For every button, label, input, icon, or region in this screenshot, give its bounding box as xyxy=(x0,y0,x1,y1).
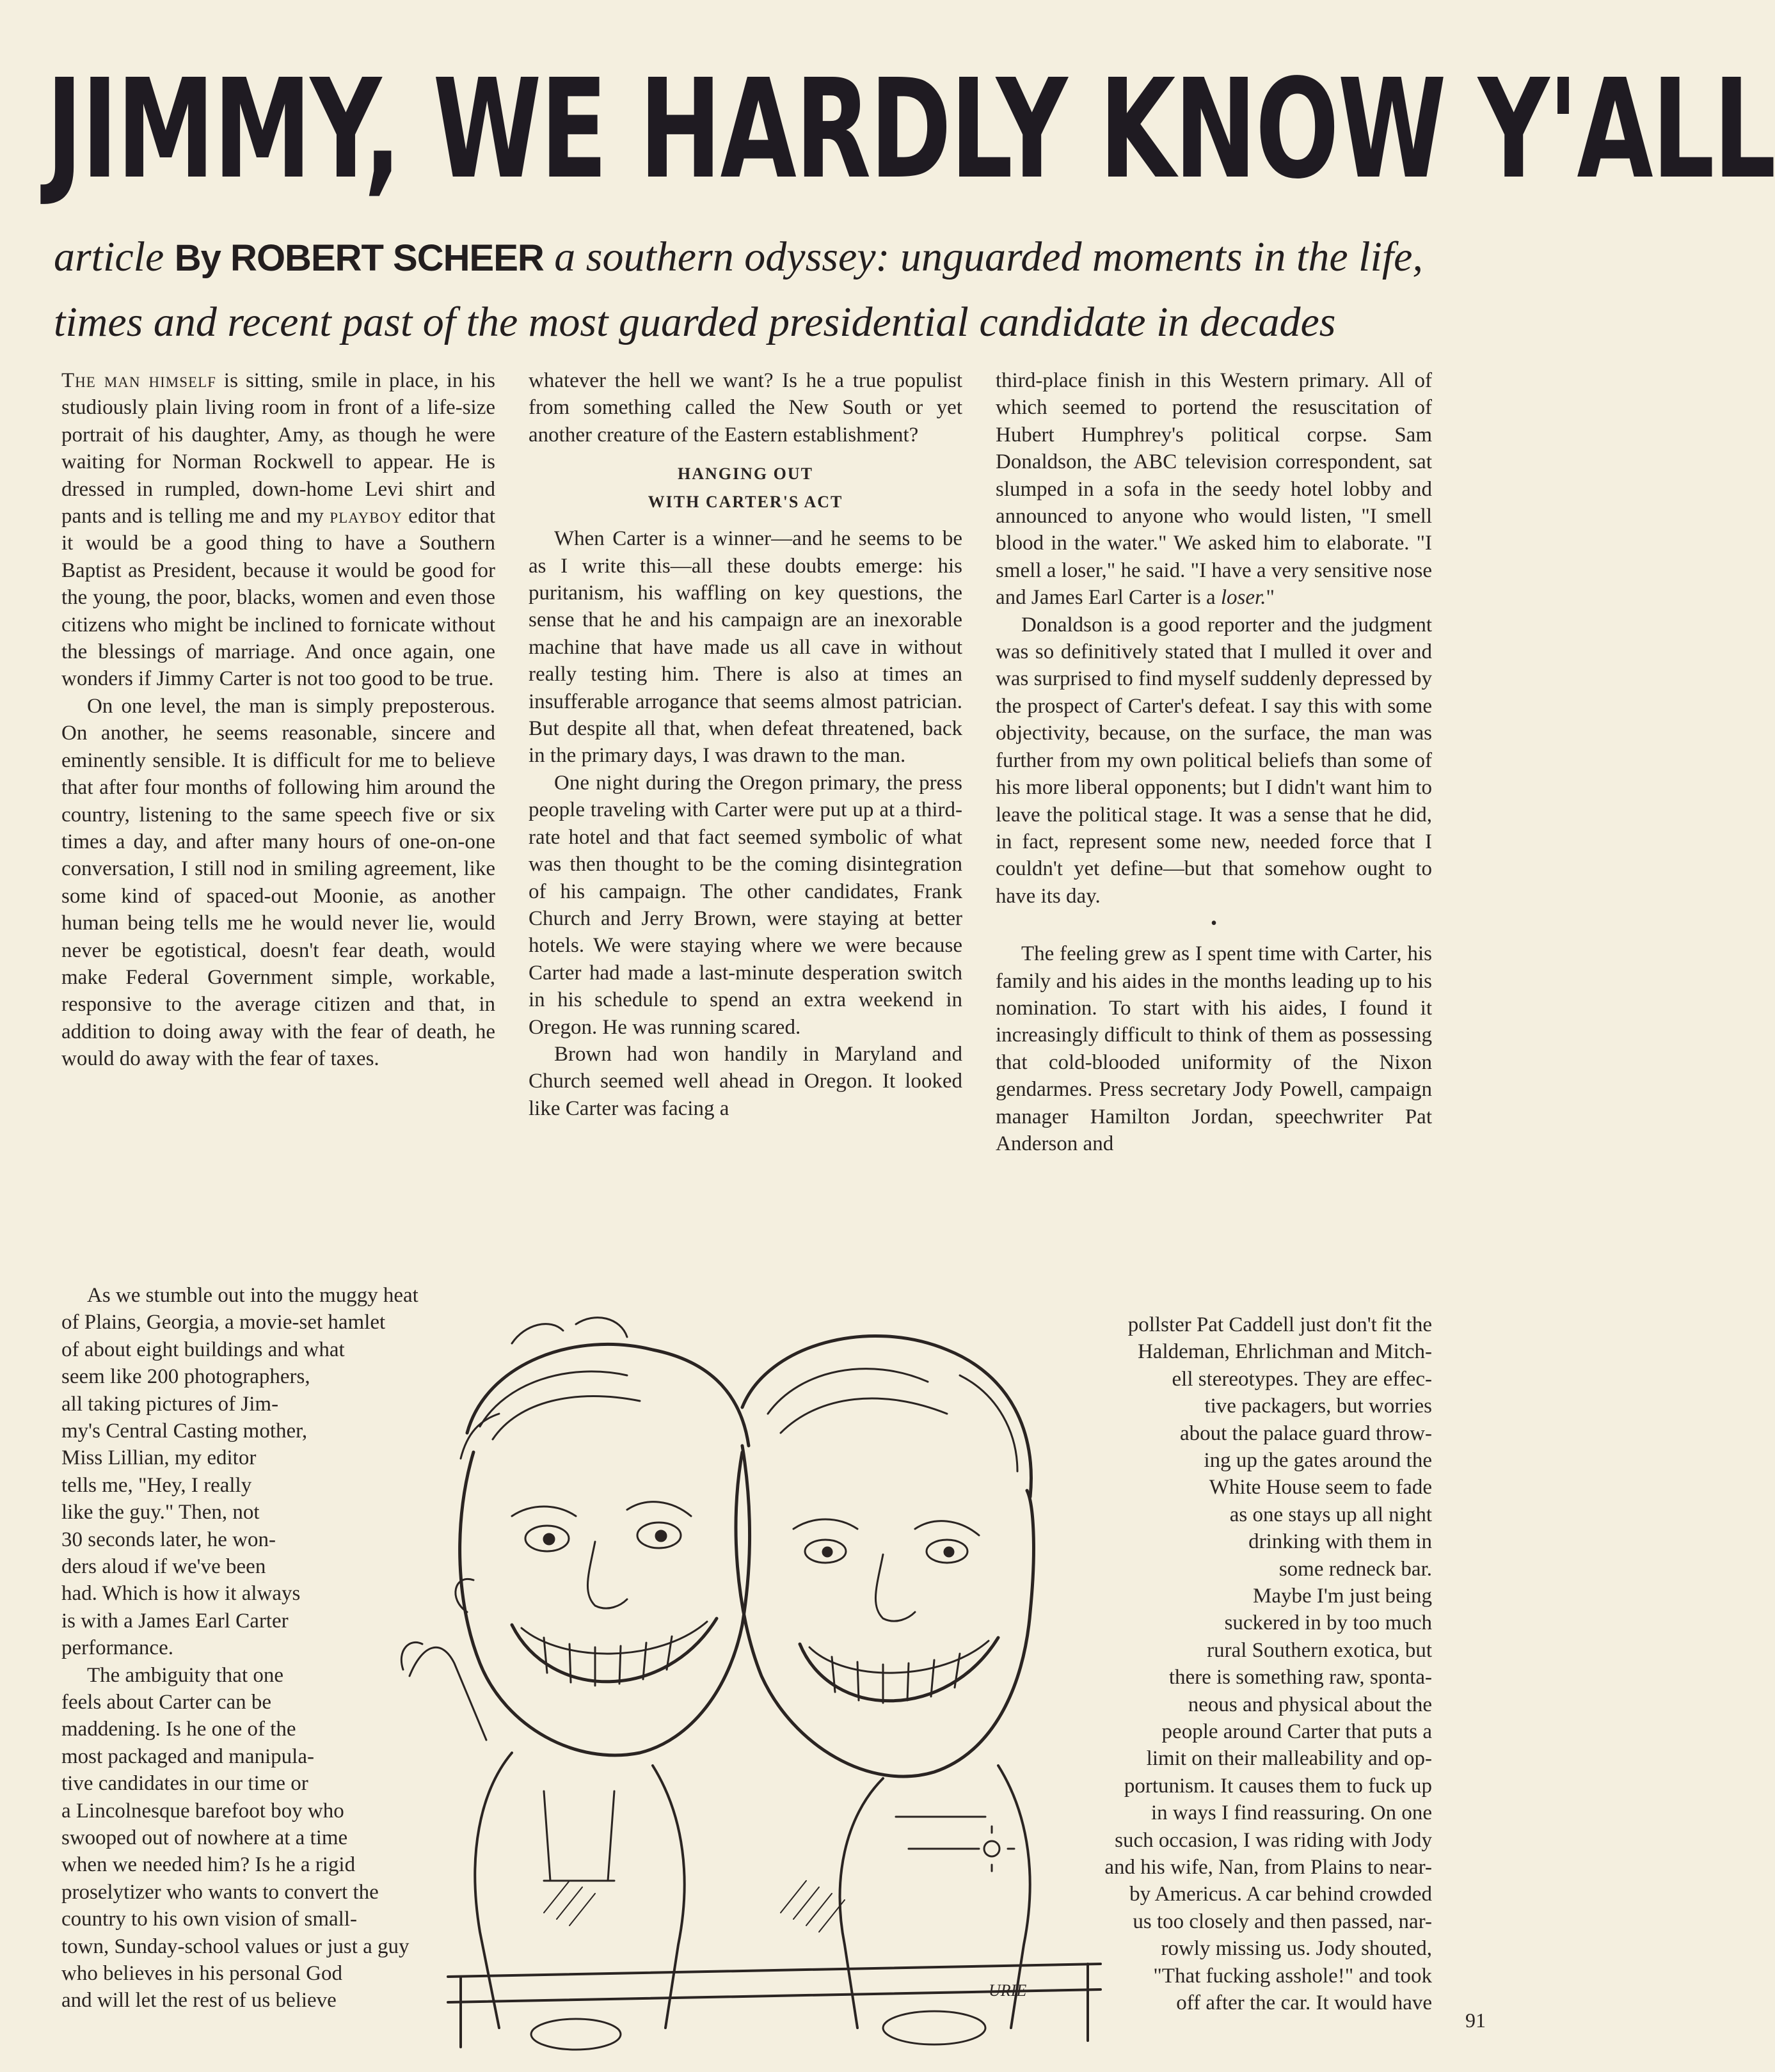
text-line: ell stereotypes. They are effec- xyxy=(1172,1367,1432,1391)
paragraph: Brown had won handily in Maryland and Church seemed well ahead in Oregon. It looked like Carter was facing a xyxy=(529,1042,962,1120)
byline: By ROBERT SCHEER xyxy=(174,237,544,279)
text-line: suckered in by too much xyxy=(1224,1611,1432,1635)
text-line: had. Which is how it always xyxy=(61,1582,301,1606)
text-line: maddening. Is he one of the xyxy=(61,1718,296,1741)
text-line: As we stumble out into the muggy heat xyxy=(87,1284,418,1307)
text-line: off after the car. It would have xyxy=(1176,1991,1432,2014)
column-1 xyxy=(61,367,495,1073)
text-line: performance. xyxy=(61,1636,173,1660)
text-line: ing up the gates around the xyxy=(1204,1449,1432,1472)
text-line: a Lincolnesque barefoot boy who xyxy=(61,1799,344,1823)
deck-line-2: times and recent past of the most guarded presidential candidate in decades xyxy=(54,299,1336,345)
paragraph: whatever the hell we want? Is he a true populist from something called the New South or yet another creature of the Eastern establishment? xyxy=(529,369,962,447)
deck-line-1 xyxy=(54,225,1487,290)
text-line: Haldeman, Ehrlichman and Mitch- xyxy=(1137,1340,1432,1364)
text-line: country to his own vision of small- xyxy=(61,1908,357,1931)
text-line: swooped out of nowhere at a time xyxy=(61,1826,348,1849)
text-line: seem like 200 photographers, xyxy=(61,1365,310,1389)
section-separator: • xyxy=(1211,913,1217,934)
text-line: town, Sunday-school values or just a guy xyxy=(61,1934,410,1958)
subhead-line-1: HANGING OUT xyxy=(678,464,813,484)
text-line: 30 seconds later, he won- xyxy=(61,1528,276,1551)
text-line: us too closely and then passed, nar- xyxy=(1133,1910,1432,1933)
text-line: rural Southern exotica, but xyxy=(1207,1638,1432,1662)
text-line: such occasion, I was riding with Jody xyxy=(1115,1828,1432,1852)
text-line: Maybe I'm just being xyxy=(1253,1585,1432,1608)
deck-label: article xyxy=(54,233,164,280)
section-subhead xyxy=(529,460,962,516)
text-line: White House seem to fade xyxy=(1209,1476,1432,1499)
text-line: "That fucking asshole!" and took xyxy=(1153,1964,1432,1988)
text-line: The ambiguity that one xyxy=(87,1663,284,1687)
italic-word: loser. xyxy=(1220,586,1266,610)
text-line: tive candidates in our time or xyxy=(61,1772,308,1796)
paragraph xyxy=(996,367,1432,612)
text-line: neous and physical about the xyxy=(1188,1693,1432,1716)
text-line: is with a James Earl Carter xyxy=(61,1609,289,1633)
text-line: like the guy." Then, not xyxy=(61,1501,260,1524)
paragraph-text: third-place finish in this Western primary. All of which seemed to portend the resuscitation of Hubert Humphrey's political corpse. Sam Donaldson, the ABC television correspondent, sat slumped in a sofa in the seedy hotel lobby and announced to anyone who would listen, "I smell blood in the water." We asked him to elaborate. "I smell a loser," he said. "I have a very sensitive nose and James Earl Carter is a xyxy=(996,369,1432,610)
text-line: Miss Lillian, my editor xyxy=(61,1446,257,1470)
text-line: people around Carter that puts a xyxy=(1161,1720,1432,1743)
text-line: in ways I find reassuring. On one xyxy=(1151,1801,1432,1825)
paragraph-text: is sitting, smile in place, in his studiously plain living room in front of a life-size portrait of his daughter, Amy, as though he were waiting for Norman Rockwell to appear. He is dressed in rumpled, down-home Levi shirt and pants and is telling me and my xyxy=(61,369,495,528)
paragraph: One night during the Oregon primary, the press people traveling with Carter were put up at a third-rate hotel and that fact seemed symbolic of what was then thought to be the coming disintegration of his campaign. The other candidates, Frank Church and Jerry Brown, were staying at better hotels. We were staying where we were because Carter had made a last-minute desperation switch in his schedule to spend an extra weekend in Oregon. He was running scared. xyxy=(529,771,962,1039)
paragraph: Donaldson is a good reporter and the judgment was so definitively stated that I mulled it over and was surprised to find myself suddenly depressed by the prospect of Carter's defeat. I say this with some objectivity, because, on the surface, the man was further from my own political beliefs than some of his more liberal opponents; but I didn't want him to leave the political stage. It was a sense that he did, in fact, represent some new, needed force that I couldn't yet define—but that somehow ought to have its day. xyxy=(996,613,1432,908)
text-line: ders aloud if we've been xyxy=(61,1555,266,1578)
text-line: feels about Carter can be xyxy=(61,1691,272,1714)
caricature-illustration xyxy=(384,1305,1165,2060)
text-line: rowly missing us. Jody shouted, xyxy=(1161,1937,1432,1961)
text-line: drinking with them in xyxy=(1248,1530,1432,1554)
text-line: tells me, "Hey, I really xyxy=(61,1473,252,1497)
text-line: and will let the rest of us believe xyxy=(61,1989,337,2013)
lead-in: The man himself xyxy=(61,369,216,392)
text-line: my's Central Casting mother, xyxy=(61,1420,308,1443)
paragraph: On one level, the man is simply preposterous. On another, he seems reasonable, sincere and eminently sensible. It is difficult for me to believe that after four months of following him around the country, listening to the same speech five or six times a day, and after many hours of one-on-one conversation, I still nod in smiling agreement, like some kind of spaced-out Moonie, as another human being tells me he would never lie, would never be egotistical, doesn't fear death, would make Federal Government simple, workable, responsive to the average citizen and that, in addition to doing away with the fear of death, he would do away with the fear of taxes. xyxy=(61,694,495,1071)
deck xyxy=(54,225,1487,354)
text-line: pollster Pat Caddell just don't fit the xyxy=(1127,1313,1432,1336)
text-line: who believes in his personal God xyxy=(61,1962,343,1985)
text-line: and his wife, Nan, from Plains to near- xyxy=(1104,1856,1432,1879)
text-line: proselytizer who wants to convert the xyxy=(61,1880,379,1904)
paragraph-text: editor that it would be a good thing to have a Southern Baptist as President, because it would be good for the young, the poor, blacks, women and even those citizens who might be inclined to fornicate without the blessings of marriage. And once again, one wonders if Jimmy Carter is not too good to be true. xyxy=(61,505,495,691)
text-line: when we needed him? Is he a rigid xyxy=(61,1853,356,1877)
text-line: portunism. It causes them to fuck up xyxy=(1124,1774,1432,1798)
page-number: 91 xyxy=(1465,2009,1486,2032)
text-line: of about eight buildings and what xyxy=(61,1338,345,1361)
deck-line-1-tail: a southern odyssey: unguarded moments in the life, xyxy=(554,233,1423,280)
paragraph-text: " xyxy=(1266,586,1275,610)
text-line: of Plains, Georgia, a movie-set hamlet xyxy=(61,1311,386,1334)
magazine-name: playboy xyxy=(330,505,402,528)
column-2 xyxy=(529,367,962,1122)
text-line: as one stays up all night xyxy=(1229,1503,1432,1526)
paragraph: The feeling grew as I spent time with Carter, his family and his aides in the months leading up to his nomination. To start with his aides, I found it increasingly difficult to think of them as possessing that cold-blooded uniformity of the Nixon gendarmes. Press secretary Jody Powell, campaign manager Hamilton Jordan, speechwriter Pat Anderson and xyxy=(996,942,1432,1155)
column-3 xyxy=(996,367,1432,1157)
artist-signature: URIE xyxy=(989,1981,1027,2000)
text-line: about the palace guard throw- xyxy=(1179,1421,1432,1445)
subhead-line-2: WITH CARTER'S ACT xyxy=(648,493,843,512)
text-line: all taking pictures of Jim- xyxy=(61,1392,279,1416)
text-line: there is something raw, sponta- xyxy=(1168,1666,1432,1689)
headline: JIMMY, WE HARDLY KNOW Y'ALL xyxy=(46,50,1775,209)
text-line: most packaged and manipula- xyxy=(61,1744,314,1768)
text-line: some redneck bar. xyxy=(1278,1557,1432,1581)
text-line: limit on their malleability and op- xyxy=(1146,1747,1432,1771)
text-line: by Americus. A car behind crowded xyxy=(1129,1883,1432,1906)
text-line: tive packagers, but worries xyxy=(1204,1395,1432,1418)
paragraph: When Carter is a winner—and he seems to be as I write this—all these doubts emerge: his puritanism, his waffling on key questions, the sense that he and his campaign are an inexorable machine that have made us all cave in without really testing him. There is also at times an insufferable arrogance that seems almost patrician. But despite all that, when defeat threatened, back in the primary days, I was drawn to the man. xyxy=(529,527,962,768)
paragraph xyxy=(61,367,495,693)
